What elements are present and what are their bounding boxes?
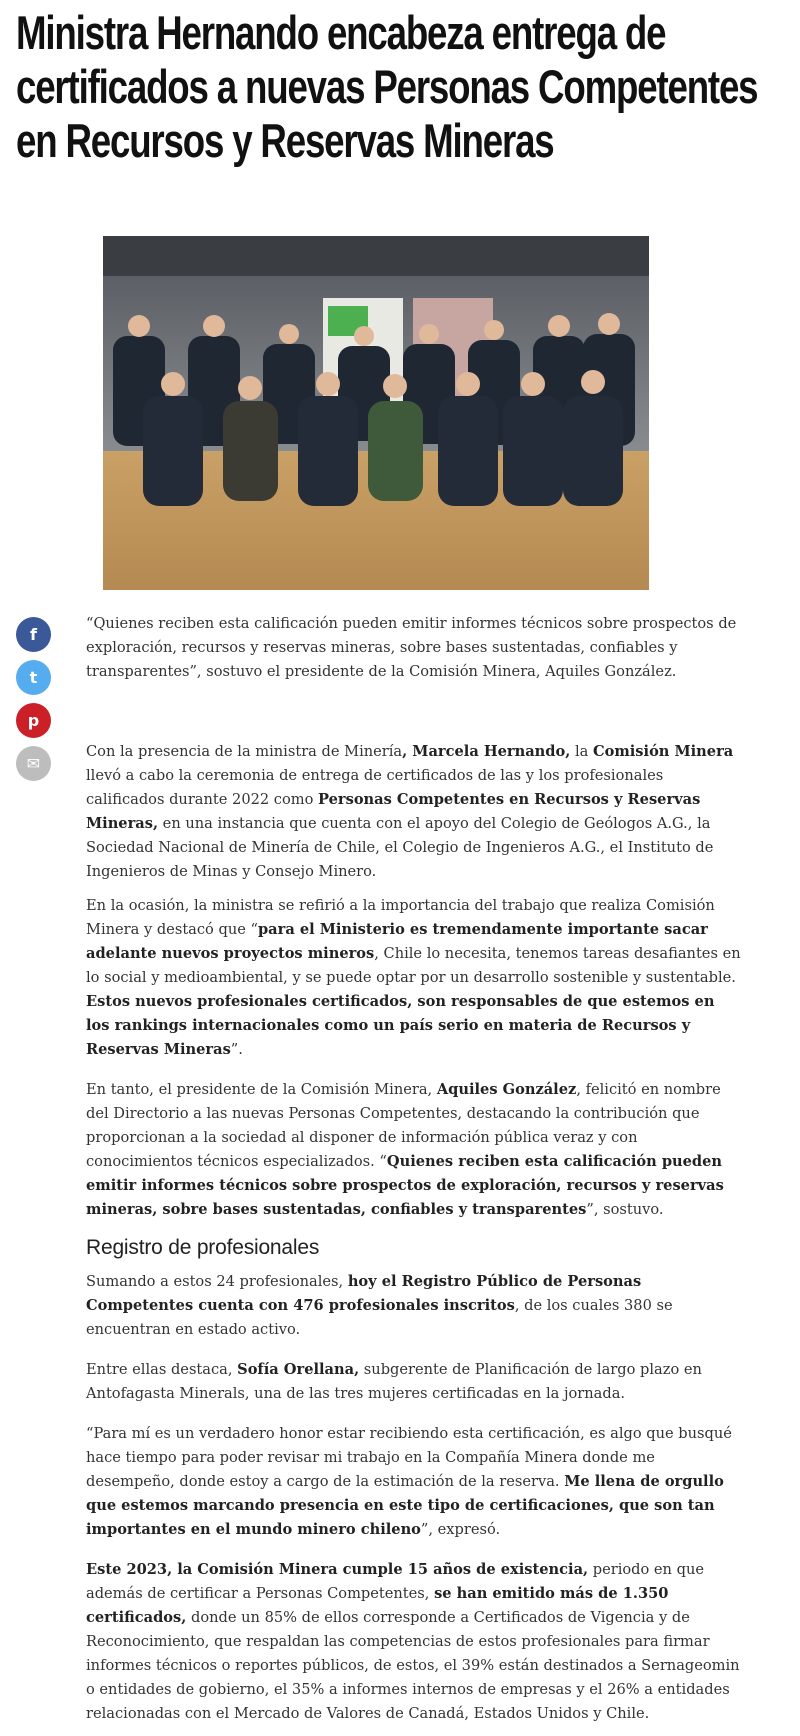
article-body (86, 612, 741, 1736)
twitter-icon[interactable]: t (16, 660, 51, 695)
facebook-icon[interactable]: f (16, 617, 51, 652)
article-photo (103, 236, 649, 590)
article-title: Ministra Hernando encabeza entrega de certificados a nuevas Personas Competentes en Recursos y Reservas Mineras (16, 6, 758, 167)
section-heading: Registro de profesionales (86, 1236, 320, 1259)
pinterest-icon[interactable]: p (16, 703, 51, 738)
paragraph: Con la presencia de la ministra de Minería, Marcela Hernando, la Comisión Minera llevó a cabo la ceremonia de entrega de certificados de las y los profesionales calificados durante 2022 como Personas Competentes en Recursos y Reservas Mineras, en una instancia que cuenta con el apoyo del Colegio de Geólogos A.G., la Sociedad Nacional de Minería de Chile, el Colegio de Ingenieros A.G., el Instituto de Ingenieros de Minas y Consejo Minero. (86, 743, 734, 880)
email-icon[interactable]: ✉ (16, 746, 51, 781)
paragraph: Este 2023, la Comisión Minera cumple 15 años de existencia, periodo en que además de certificar a Personas Competentes, se han emitido más de 1.350 certificados, donde un 85% de ellos corresponde a Certificados de Vigencia y de Reconocimiento, que respaldan las competencias de estos profesionales para firmar informes técnicos o reportes públicos, de estos, el 39% están destinados a Sernageomin o entidades de gobierno, el 35% a informes internos de empresas y el 26% a entidades relacionadas con el Mercado de Valores de Canadá, Estados Unidos y Chile. (86, 1561, 740, 1722)
paragraph: En tanto, el presidente de la Comisión Minera, Aquiles González, felicitó en nombre del Directorio a las nuevas Personas Competentes, destacando la contribución que proporcionan a la sociedad al disponer de información pública veraz y con conocimientos técnicos especializados. “Quienes reciben esta calificación pueden emitir informes técnicos sobre prospectos de exploración, recursos y reservas mineras, sobre bases sustentadas, confiables y transparentes”, sostuvo. (86, 1081, 724, 1218)
paragraph: Sumando a estos 24 profesionales, hoy el Registro Público de Personas Competentes cuenta con 476 profesionales inscritos, de los cuales 380 se encuentran en estado activo. (86, 1273, 673, 1338)
share-bar (16, 617, 52, 789)
paragraph: En la ocasión, la ministra se refirió a la importancia del trabajo que realiza Comisión Minera y destacó que “para el Ministerio es tremendamente importante sacar adelante nuevos proyectos mineros, Chile lo necesita, tenemos tareas desafiantes en lo social y medioambiental, y se puede optar por un desarrollo sostenible y sustentable. Estos nuevos profesionales certificados, son responsables de que estemos en los rankings internacionales como un país serio en materia de Recursos y Reservas Mineras”. (86, 897, 741, 1058)
paragraph: “Para mí es un verdadero honor estar recibiendo esta certificación, es algo que busqué hace tiempo para poder revisar mi trabajo en la Compañía Minera donde me desempeño, donde estoy a cargo de la estimación de la reserva. Me llena de orgullo que estemos marcando presencia en este tipo de certificaciones, que son tan importantes en el mundo minero chileno”, expresó. (86, 1425, 732, 1538)
lead-quote: “Quienes reciben esta calificación pueden emitir informes técnicos sobre prospectos de exploración, recursos y reservas mineras, sobre bases sustentadas, confiables y transparentes”, sostuvo el presidente de la Comisión Minera, Aquiles González. (86, 615, 737, 680)
paragraph: Entre ellas destaca, Sofía Orellana, subgerente de Planificación de largo plazo en Antofagasta Minerals, una de las tres mujeres certificadas en la jornada. (86, 1361, 702, 1402)
